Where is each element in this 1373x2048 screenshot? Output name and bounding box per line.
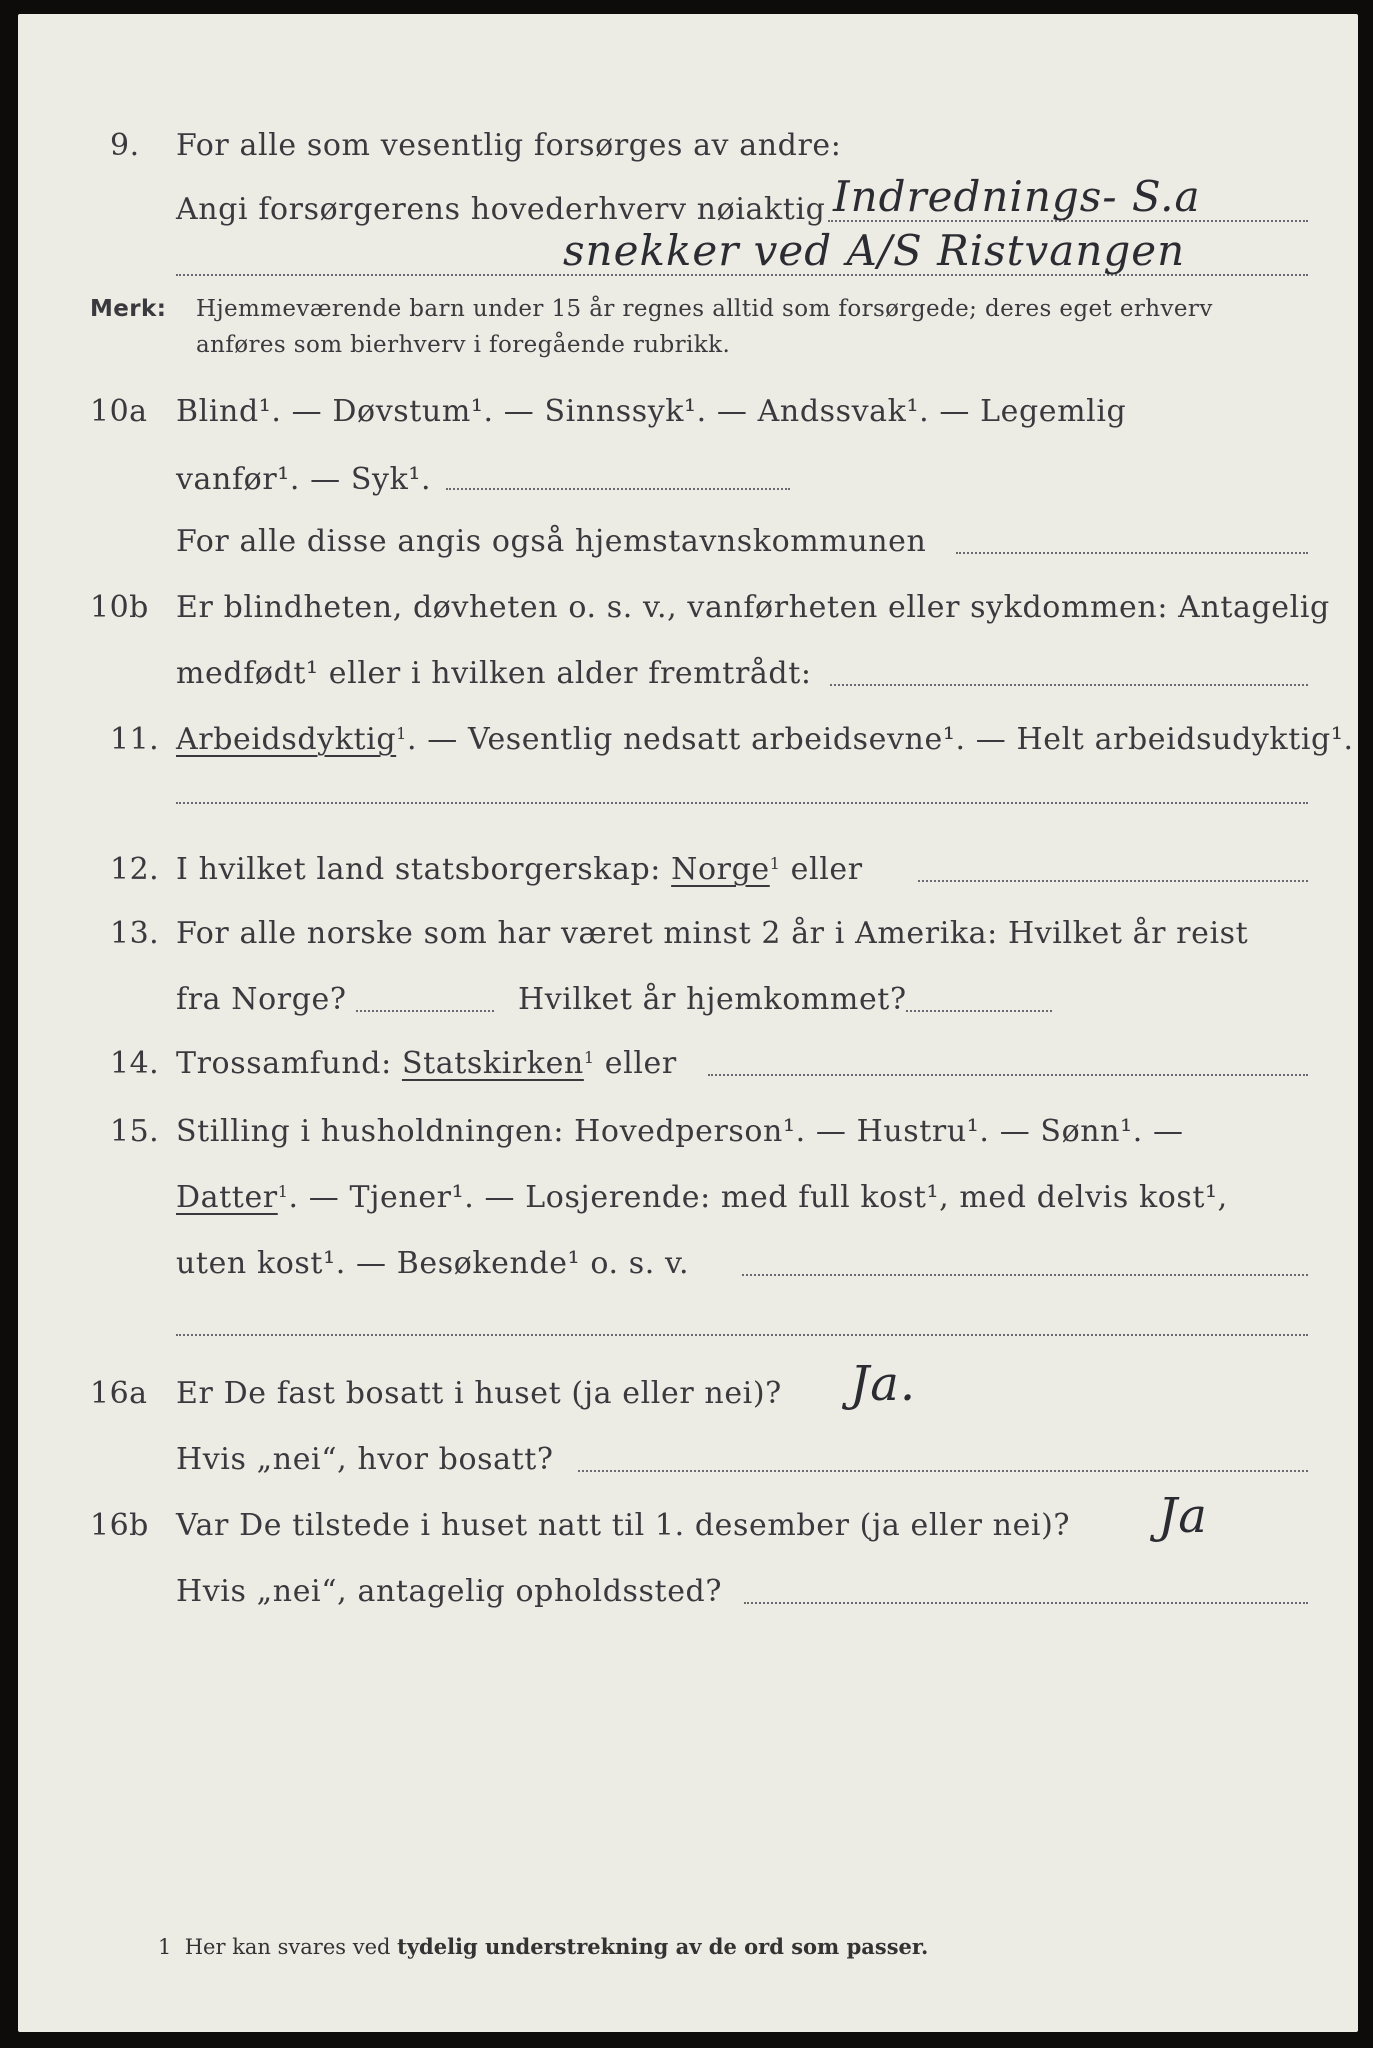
q15-line3: uten kost¹. — Besøkende¹ o. s. v.	[176, 1246, 690, 1281]
item-number-9: 9.	[110, 128, 140, 163]
q15-answer-line-1	[742, 1274, 1308, 1276]
q10b-line2: medfødt¹ eller i hvilken alder fremtrådt:	[176, 656, 812, 691]
merk-line2: anføres som bierhverv i foregående rubrikk.	[196, 332, 731, 358]
q10a-line3: For alle disse angis også hjemstavnskommunen	[176, 524, 927, 559]
merk-label: Merk:	[90, 296, 167, 322]
q13-line2a: fra Norge?	[176, 982, 347, 1017]
q16b-answer-line	[744, 1602, 1308, 1604]
item-number-14: 14.	[110, 1046, 160, 1081]
q10a-line2: vanfør¹. — Syk¹.	[176, 462, 432, 497]
q14-line1: Trossamfund: Statskirken$^1$ eller	[176, 1046, 677, 1081]
q10a-answer-line-1	[446, 488, 790, 490]
q16a-answer-line	[578, 1470, 1308, 1472]
q16b-line1: Var De tilstede i huset natt til 1. desember (ja eller nei)?	[176, 1508, 1071, 1543]
item-number-11: 11.	[110, 722, 160, 757]
q13-answer-line-1	[356, 1010, 494, 1012]
q16b-line2: Hvis „nei“, antagelig opholdssted?	[176, 1574, 723, 1609]
q16a-line1: Er De fast bosatt i huset (ja eller nei)?	[176, 1376, 782, 1411]
q15-answer-line-2	[176, 1334, 1308, 1336]
q13-line2b: Hvilket år hjemkommet?	[518, 982, 907, 1017]
item-number-12: 12.	[110, 852, 160, 887]
q9-line2: Angi forsørgerens hovederhverv nøiaktig	[176, 192, 826, 227]
q12-line1: I hvilket land statsborgerskap: Norge$^1$ eller	[176, 852, 863, 887]
q15-line1: Stilling i husholdningen: Hovedperson¹. — Hustru¹. — Sønn¹. —	[176, 1114, 1184, 1149]
q13-answer-line-2	[906, 1010, 1052, 1012]
q16a-line2: Hvis „nei“, hvor bosatt?	[176, 1442, 554, 1477]
item-number-16a: 16a	[90, 1376, 148, 1411]
q10a-answer-line-2	[956, 552, 1308, 554]
merk-line1: Hjemmeværende barn under 15 år regnes alltid som forsørgede; deres eget erhverv	[196, 296, 1213, 322]
q10a-line1: Blind¹. — Døvstum¹. — Sinnssyk¹. — Andssvak¹. — Legemlig	[176, 394, 1127, 429]
q15-line2: Datter$^1$. — Tjener¹. — Losjerende: med full kost¹, med delvis kost¹,	[176, 1180, 1228, 1215]
q9-line1: For alle som vesentlig forsørges av andre:	[176, 128, 842, 163]
q11-line1: Arbeidsdyktig$^1$. — Vesentlig nedsatt arbeidsevne¹. — Helt arbeidsudyktig¹.	[176, 722, 1354, 757]
q10b-line1: Er blindheten, døvheten o. s. v., vanførheten eller sykdommen: Antagelig	[176, 590, 1330, 625]
q14-answer-line	[708, 1074, 1308, 1076]
q9-handwritten-answer-2: snekker ved A/S Ristvangen	[563, 226, 1186, 275]
q11-answer-line	[176, 802, 1308, 804]
q13-line1: For alle norske som har været minst 2 år i Amerika: Hvilket år reist	[176, 916, 1249, 951]
item-number-16b: 16b	[90, 1508, 149, 1543]
footnote: 1 Her kan svares ved tydelig understrekning av de ord som passer.	[158, 1934, 929, 1959]
q11-selected-option: Arbeidsdyktig	[176, 722, 397, 757]
q15-selected-option: Datter	[176, 1180, 278, 1215]
q16b-handwritten-answer: Ja	[1158, 1488, 1208, 1544]
q9-handwritten-answer-1: Indrednings- S.a	[833, 172, 1201, 221]
q12-answer-line	[918, 880, 1308, 882]
q10b-answer-line	[830, 684, 1308, 686]
item-number-10a: 10a	[90, 394, 148, 429]
census-form-page	[18, 14, 1358, 2032]
q16a-handwritten-answer: Ja.	[850, 1356, 917, 1412]
q11-rest: . — Vesentlig nedsatt arbeidsevne¹. — Helt arbeidsudyktig¹.	[406, 722, 1354, 757]
item-number-13: 13.	[110, 916, 160, 951]
item-number-15: 15.	[110, 1114, 160, 1149]
q14-selected-option: Statskirken	[401, 1046, 584, 1081]
item-number-10b: 10b	[90, 590, 149, 625]
q12-selected-option: Norge	[671, 852, 770, 887]
